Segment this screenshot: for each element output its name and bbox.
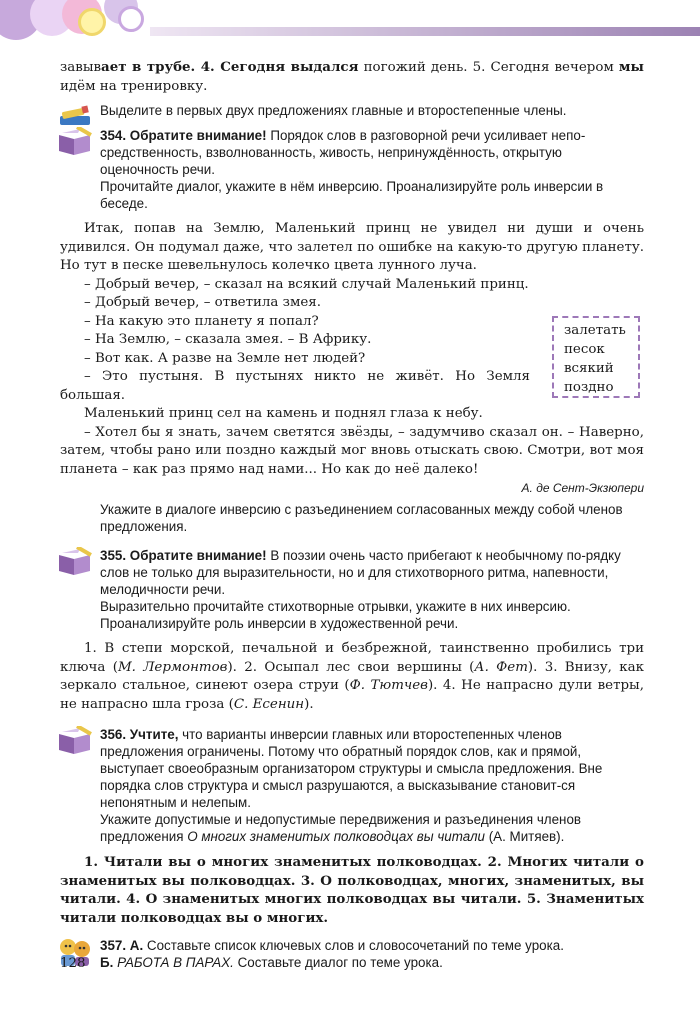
notebook-pencil-icon: [56, 547, 94, 577]
task-356-text: 356. Учтите, что варианты инверсии главных или второстепенных членов предложения ограничены. Потому что обратный порядок слов, как и прямой, выступает своеобразным организатором структуры и смысла предложения. Вне порядка слов структура и смысл разрушаются, а высказывание становит-ся непонятным и нелепым.: [100, 727, 603, 810]
task-354-text: 354. Обратите внимание! Порядок слов в разговорной речи усиливает непо-средственность, взволнованность, живость, непринуждённость, открытую оценочность речи.: [100, 128, 586, 177]
page-header-decoration: [0, 0, 700, 42]
task-previous: [60, 102, 644, 119]
vocab-word: всякий: [564, 361, 614, 376]
task-356: [60, 726, 644, 845]
text-paragraph: Маленький принц сел на камень и поднял глаза к небу.: [84, 406, 483, 421]
text-paragraph: Итак, попав на Землю, Маленький принц не увидел ни души и очень удивился. Он подумал даже, что залетел по ошибке на какую-то другую планету. Но тут в песке шевельнулось колечко цвета лунного луча.: [60, 221, 644, 273]
task-354-instruction: Прочитайте диалог, укажите в нём инверсию. Проанализируйте роль инверсии в беседе.: [100, 179, 604, 211]
dialog-line: – На Землю, – сказала змея. – В Африку.: [84, 332, 372, 347]
notebook-pencil-icon: [56, 127, 94, 157]
task-357-a: 357. А. Составьте список ключевых слов и словосочетаний по теме урока.: [100, 938, 564, 953]
exercise-354-text: [60, 220, 644, 495]
task-356-instruction: Укажите допустимые и недопустимые передвижения и разъединения членов предложения О многих знаменитых полководцах вы читали (А. Митяев).: [100, 812, 582, 844]
task-355: [60, 547, 644, 632]
page-number: 128: [60, 956, 86, 971]
header-stripe: [150, 27, 700, 36]
task-355-instruction: Выразительно прочитайте стихотворные отрывки, укажите в них инверсию. Проанализируйте роль инверсии в художественной речи.: [100, 599, 571, 631]
dialog-line: – Вот как. А разве на Земле нет людей?: [84, 350, 366, 366]
dialog-line: – Добрый вечер, – ответила змея.: [84, 295, 322, 310]
vocab-word: поздно: [564, 380, 614, 395]
decor-circle: [118, 6, 144, 32]
text-paragraph: – Хотел бы я знать, зачем светятся звёзды, – задумчиво сказал он. – Наверно, затем, чтобы рано или поздно каждый мог вновь отыскать свою. Смотри, вот моя планета – как раз прямо над нами... Но как до неё далеко!: [60, 424, 644, 477]
page-content: [60, 58, 644, 971]
exercise-355-text: 1. В степи морской, печальной и безбрежной, таинственно пробились три ключа (М. Лермонтов). 2. Осыпал лес свои вершины (А. Фет). 3. Внизу, как зеркало стальное, синеют озера струи (Ф. Тютчев). 4. Не напрасно дули ветры, не напрасно шла гроза (С. Есенин).: [60, 641, 644, 712]
vocab-word: залетать: [564, 323, 626, 338]
notebook-pencil-icon: [56, 726, 94, 756]
task-instruction: Выделите в первых двух предложениях главные и второстепенные члены.: [100, 103, 567, 118]
task-354: [60, 127, 644, 212]
vocab-word: песок: [564, 342, 605, 357]
task-355-text: 355. Обратите внимание! В поэзии очень часто прибегают к необычному по-рядку слов не только для выразительности, но и для стихотворного ритма, напевности, мелодичности речи.: [100, 548, 621, 597]
task-357-b: Б. РАБОТА В ПАРАХ. Составьте диалог по теме урока.: [100, 955, 443, 970]
dialog-line: – Добрый вечер, – сказал на всякий случай Маленький принц.: [84, 276, 529, 292]
task-357: [60, 937, 644, 971]
decor-circle: [78, 8, 106, 36]
vocabulary-box: [552, 316, 640, 398]
task-354-followup: [60, 501, 644, 535]
dialog-line: – Это пустыня. В пустынях никто не живёт. Но Земля большая.: [60, 369, 530, 403]
author-attribution: А. де Сент-Экзюпери: [521, 481, 644, 495]
exercise-356-text: 1. Читали вы о многих знаменитых полководцах. 2. Многих читали о знаменитых вы полководцах. 3. О полководцах, многих, знаменитых, вы читали. 4. О знаменитых многих полководцах вы читали. 5. Знаменитых читали полководцах вы о многих.: [60, 854, 644, 926]
intro-paragraph: завывает в трубе. 4. Сегодня выдался погожий день. 5. Сегодня вечером мы идём на тренировку.: [60, 59, 644, 94]
followup-instruction: Укажите в диалоге инверсию с разъединением согласованных между собой членов предложения.: [100, 502, 623, 534]
dialog-line: – На какую это планету я попал?: [84, 313, 319, 329]
